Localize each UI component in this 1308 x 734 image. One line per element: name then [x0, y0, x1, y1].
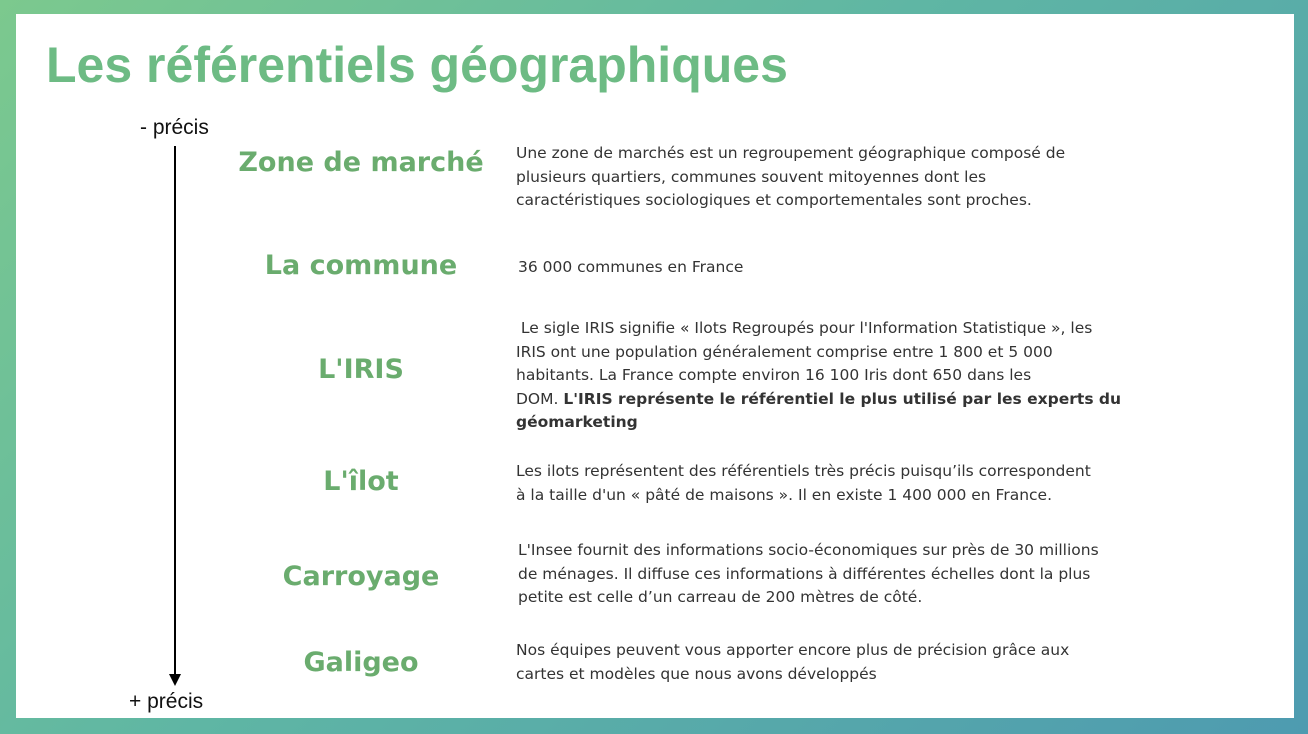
desc-la-commune: [518, 256, 1198, 280]
desc-line: de ménages. Il diffuse ces informations à différentes échelles dont la plus: [518, 564, 1091, 583]
term-iris: L'IRIS: [318, 354, 404, 385]
term-galigeo: Galigeo: [303, 647, 419, 678]
desc-line: cartes et modèles que nous avons développés: [516, 664, 877, 683]
desc-carroyage: [518, 539, 1198, 610]
desc-zone-de-marche: [516, 142, 1196, 213]
desc-emphasis: L'IRIS représente le référentiel le plus utilisé par les experts du: [563, 389, 1122, 408]
desc-line: à la taille d'un « pâté de maisons ». Il en existe 1 400 000 en France.: [516, 485, 1053, 504]
desc-line: Nos équipes peuvent vous apporter encore plus de précision grâce aux: [516, 641, 1070, 659]
desc-line: Le sigle IRIS signifie « Ilots Regroupés pour l'Information Statistique », les: [516, 319, 1093, 337]
desc-line: 36 000 communes en France: [518, 258, 744, 276]
desc-line: Les ilots représentent des référentiels très précis puisqu’ils correspondent: [516, 462, 1091, 480]
desc-line: caractéristiques sociologiques et comportementales sont proches.: [516, 191, 1032, 209]
term-la-commune: La commune: [264, 250, 458, 281]
desc-line: habitants. La France compte environ 16 100 Iris dont 650 dans les: [516, 366, 1032, 384]
slide: [16, 14, 1294, 718]
desc-line: Une zone de marchés est un regroupement géographique composé de: [516, 144, 1066, 162]
axis-top-label: - précis: [140, 116, 209, 139]
desc-ilot: [516, 460, 1196, 507]
term-carroyage: Carroyage: [282, 561, 440, 592]
desc-line: L'Insee fournit des informations socio-économiques sur près de 30 millions: [518, 541, 1099, 559]
desc-line: petite est celle d’un carreau de 200 mètres de côté.: [518, 588, 923, 606]
desc-text: DOM.: [516, 389, 564, 408]
term-zone-de-marche: Zone de marché: [238, 147, 484, 178]
arrow-down-icon: [169, 674, 181, 686]
precision-axis-line: [174, 146, 176, 678]
desc-line: [516, 411, 1196, 435]
desc-line: IRIS ont une population généralement comprise entre 1 800 et 5 000: [516, 342, 1053, 361]
desc-galigeo: [516, 639, 1196, 686]
desc-line: plusieurs quartiers, communes souvent mitoyennes dont les: [516, 167, 987, 186]
desc-iris: [516, 317, 1196, 435]
desc-line: [516, 388, 1196, 412]
desc-emphasis: géomarketing: [516, 413, 638, 431]
slide-title: Les référentiels géographiques: [46, 37, 788, 93]
axis-bottom-label: + précis: [129, 690, 204, 713]
term-ilot: L'îlot: [323, 466, 399, 497]
